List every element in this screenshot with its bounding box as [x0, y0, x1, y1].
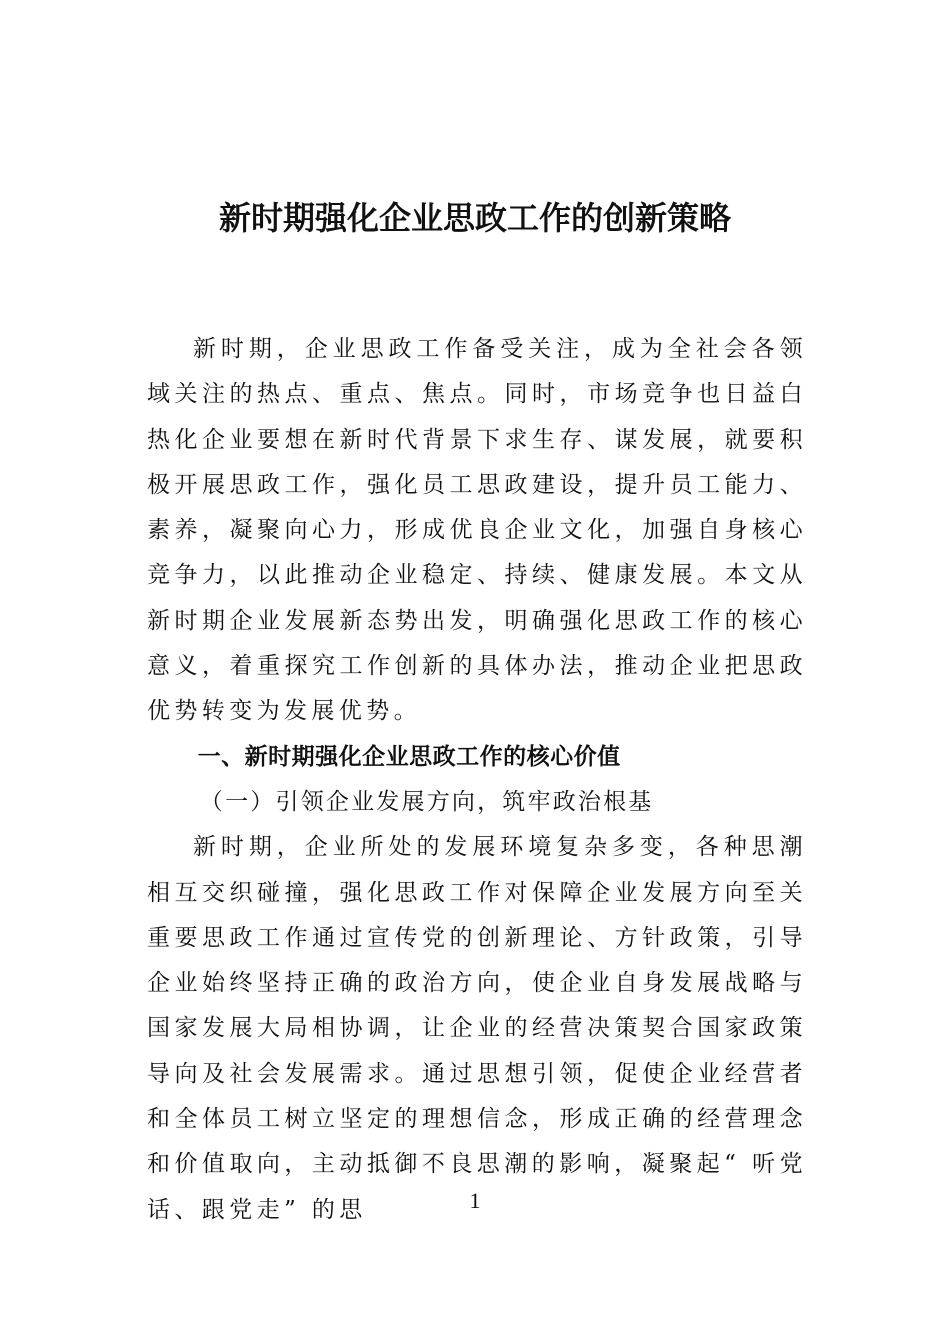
- intro-paragraph: 新时期，企业思政工作备受关注，成为全社会各领域关注的热点、重点、焦点。同时，市场竞争也日益白热化企业要想在新时代背景下求生存、谋发展，就要积极开展思政工作，强化员工思政建设，提升员工能力、素养，凝聚向心力，形成优良企业文化，加强自身核心竞争力，以此推动企业稳定、持续、健康发展。本文从新时期企业发展新态势出发，明确强化思政工作的核心意义，着重探究工作创新的具体办法，推动企业把思政优势转变为发展优势。: [147, 336, 807, 725]
- page-number: 1: [469, 1188, 481, 1213]
- subsection-heading-1: （一）引领企业发展方向，筑牢政治根基: [199, 788, 654, 815]
- document-body: [147, 327, 807, 1233]
- section-heading-1: 一、新时期强化企业思政工作的核心价值: [197, 743, 621, 770]
- document-title: 新时期强化企业思政工作的创新策略: [218, 199, 731, 237]
- body-paragraph-2: 新时期，企业所处的发展环境复杂多变，各种思潮相互交织碰撞，强化思政工作对保障企业发展方向至关重要思政工作通过宣传党的创新理论、方针政策，引导企业始终坚持正确的政治方向，使企业自身发展战略与国家发展大局相协调，让企业的经营决策契合国家政策导向及社会发展需求。通过思想引领，促使企业经营者和全体员工树立坚定的理想信念，形成正确的经营理念和价值取向，主动抵御不良思潮的影响，凝聚起“ 听党话、跟党走” 的思: [147, 834, 807, 1223]
